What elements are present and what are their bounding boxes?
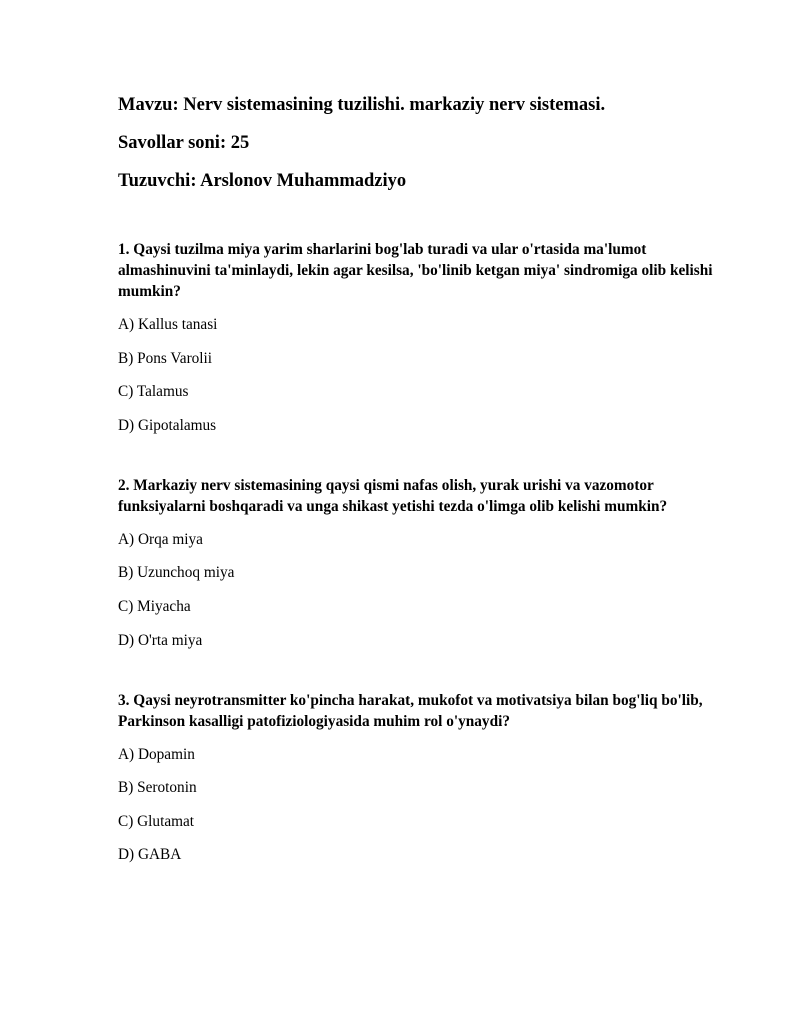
document-page — [118, 93, 718, 878]
answer-option: C) Talamus — [118, 383, 189, 401]
question-block — [118, 690, 718, 866]
question-list — [118, 239, 718, 865]
answer-option: A) Kallus tanasi — [118, 316, 218, 333]
answer-option: A) Dopamin — [118, 745, 195, 763]
topic-heading: Mavzu: Nerv sistemasining tuzilishi. markaziy nerv sistemasi. — [118, 95, 606, 115]
answer-option: D) O'rta miya — [118, 631, 203, 649]
question-count: Savollar soni: 25 — [118, 133, 250, 153]
answer-option: C) Miyacha — [118, 597, 191, 615]
question-text: 1. Qaysi tuzilma miya yarim sharlarini bog'lab turadi va ular o'rtasida ma'lumot almashinuvini ta'minlaydi, lekin agar kesilsa, 'bo'linib ketgan miya' sindromiga olib kelishi mumkin? — [118, 241, 713, 300]
question-block — [118, 239, 718, 436]
question-text: 2. Markaziy nerv sistemasining qaysi qismi nafas olish, yurak urishi va vazomotor funksiyalarni boshqaradi va unga shikast yetishi tezda o'limga olib kelishi mumkin? — [118, 476, 668, 515]
question-block — [118, 475, 718, 651]
answer-option: B) Pons Varolii — [118, 349, 213, 367]
answer-option: D) GABA — [118, 846, 182, 864]
answer-option: A) Orqa miya — [118, 530, 203, 548]
answer-option: D) Gipotalamus — [118, 416, 217, 434]
answer-option: B) Serotonin — [118, 779, 197, 797]
author-line: Tuzuvchi: Arslonov Muhammadziyo — [118, 171, 407, 191]
question-text: 3. Qaysi neyrotransmitter ko'pincha harakat, mukofot va motivatsiya bilan bog'liq bo'lib, Parkinson kasalligi patofiziologiyasida muhim rol o'ynaydi? — [118, 691, 703, 730]
answer-option: B) Uzunchoq miya — [118, 564, 235, 582]
answer-option: C) Glutamat — [118, 812, 195, 830]
